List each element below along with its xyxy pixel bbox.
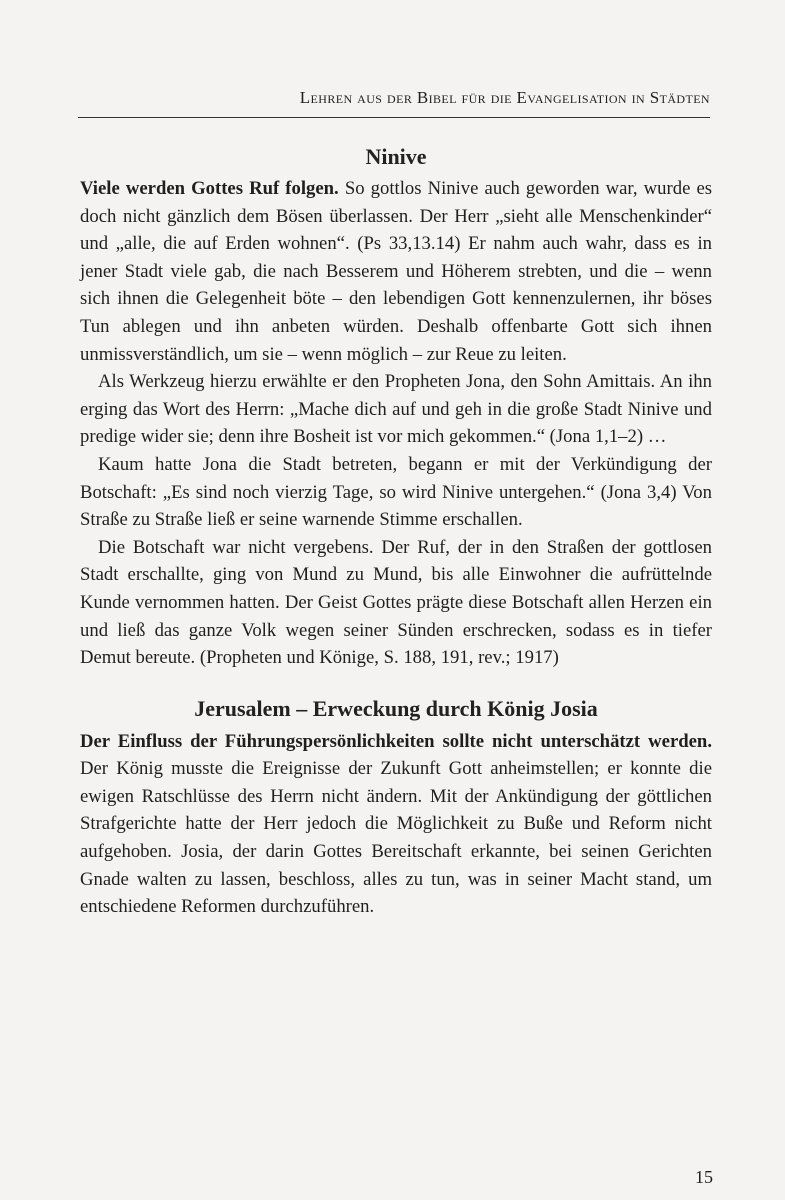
paragraph-text: So gottlos Ninive auch geworden war, wurde es doch nicht gänzlich dem Bösen überlassen. Der Herr „sieht alle Menschenkinder“ und „alle, die auf Erden wohnen“. (Ps 33,13.14) Er nahm auch wahr, dass es in jener Stadt viele gab, die nach Besserem und Höherem strebten, und die – wenn sich ihnen die Gelegenheit böte – den lebendigen Gott kennenzulernen, ihr böses Tun ablegen und ihn anbeten würden. Deshalb offenbarte Gott sich ihnen unmissverständlich, um sie – wenn möglich – zur Reue zu leiten.	[80, 178, 713, 365]
paragraph: Als Werkzeug hierzu erwählte er den Propheten Jona, den Sohn Amittais. An ihn erging das Wort des Herrn: „Mache dich auf und geh in die große Stadt Ninive und predige wider sie; denn ihre Bosheit ist vor mich gekommen.“ (Jona 1,1–2) …	[80, 371, 712, 448]
paragraph-lead: Der Einfluss der Führungspersönlichkeiten sollte nicht unterschätzt werden.	[80, 730, 712, 752]
paragraph: Die Botschaft war nicht vergebens. Der Ruf, der in den Straßen der gottlosen Stadt erschallte, ging von Mund zu Mund, bis alle Einwohner die aufrüttelnde Kunde vernommen hatten. Der Geist Gottes prägte diese Botschaft allen Herzen ein und ließ das ganze Volk wegen seiner Sünden erschrecken, sodass es in tiefer Demut bereute. (Propheten und Könige, S. 188, 191, rev.; 1917)	[80, 536, 712, 669]
header-rule	[78, 117, 710, 118]
running-header: Lehren aus der Bibel für die Evangelisation in Städten	[299, 88, 710, 107]
page-body	[80, 141, 712, 921]
paragraph-lead: Viele werden Gottes Ruf folgen.	[80, 178, 339, 199]
paragraph: Kaum hatte Jona die Stadt betreten, begann er mit der Verkündigung der Botschaft: „Es sind noch vierzig Tage, so wird Ninive untergehen.“ (Jona 3,4) Von Straße zu Straße ließ er seine warnende Stimme erschallen.	[80, 453, 712, 531]
page-number: 15	[695, 1167, 713, 1187]
paragraph	[80, 728, 712, 921]
section-heading-jerusalem: Jerusalem – Erweckung durch König Josia	[194, 695, 598, 721]
paragraph	[80, 175, 712, 368]
section-heading-ninive: Ninive	[365, 144, 427, 169]
paragraph-text: Der König musste die Ereignisse der Zukunft Gott anheimstellen; er konnte die ewigen Ratschlüsse des Herrn nicht ändern. Mit der Ankündigung der göttlichen Strafgerichte hatte der Herr jedoch die Möglichkeit zu Buße und Reform nicht aufgehoben. Josia, der darin Gottes Bereitschaft erkannte, bei seinen Gerichten Gnade walten zu lassen, beschloss, alles zu tun, was in seiner Macht stand, um entschiedene Reformen durchzuführen.	[80, 758, 712, 918]
